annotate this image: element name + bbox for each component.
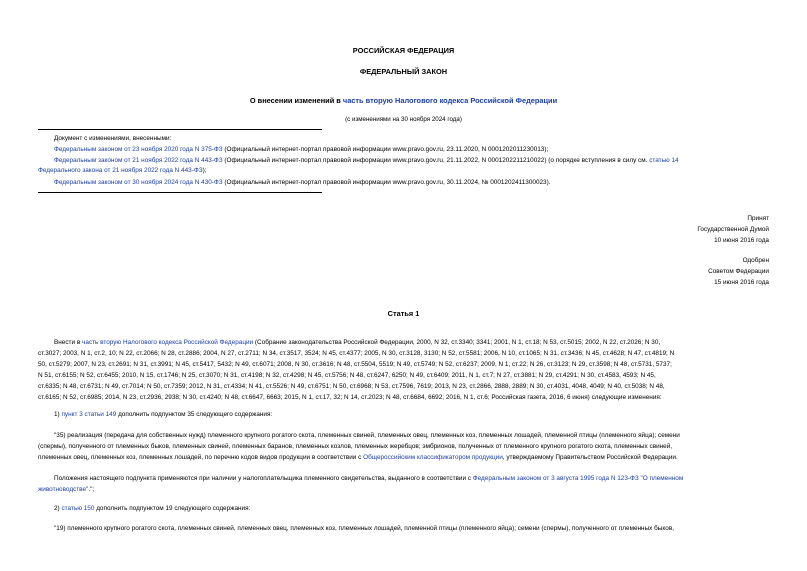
article-150-link[interactable]: статью 150	[61, 505, 95, 512]
para1-line3: 50, ст.5279; 2007, N 23, ст.2691; N 31, ст.3991; N 45, ст.5417, 5432; N 49, ст.6071; 2008, N 30, ст.3616; N 48, ст.5504, 5519; N 49, ст.5749; N 52, ст.6237; 2009, N 1, ст.22; N 26, ст.3123; N 29, ст.3598; N 48, ст.5731, 5737;	[38, 361, 672, 368]
change-law-link-1[interactable]: Федеральным законом от 23 ноября 2020 года N 375-ФЗ	[54, 146, 223, 153]
para3-line3-end: , утверждаемому Правительством Российской Федерации.	[502, 454, 678, 461]
article-heading: Статья 1	[387, 309, 420, 318]
para5	[54, 504, 250, 514]
para6-line1: "19) племенного крупного рогатого скота, племенных свиней, племенных овец, племенных коз, племенных лошадей, племенной птицы (племенного яйца); семени (спермы), полученного от племенных быков,	[54, 525, 674, 532]
change-text-2b: );	[202, 167, 207, 174]
para5-text: дополнить подпунктом 19 следующего содержания:	[94, 505, 251, 512]
para4-line2-end: .";	[88, 486, 95, 493]
law-title-prefix: О внесении изменений в	[249, 96, 343, 105]
change-text-1: (Официальный интернет-портал правовой информации www.pravo.gov.ru, 23.11.2020, N 0001202011230013);	[222, 146, 549, 153]
breeding-law-link[interactable]: Федеральным законом от 3 августа 1995 года N 123-ФЗ "О племенном	[472, 475, 684, 482]
para2-text: дополнить подпунктом 35 следующего содержания:	[116, 411, 273, 418]
para4-line1-start: Положения настоящего подпункта применяются при наличии у налогоплательщика племенного свидетельства, выданного в соответствии с	[54, 475, 473, 482]
para1-line1-rest: (Собрание законодательства Российской Федерации, 2000, N 32, ст.3340; 3341; 2001, N 1, ст.18; N 53, ст.5015; 2002, N 22, ст.2026; N 30,	[253, 339, 661, 346]
approved-label: Одобрен	[742, 257, 769, 264]
para1-line6: ст.6165; N 52, ст.6985; 2014, N 23, ст.2936, 2938; N 30, ст.4240; N 48, ст.6647, 6663; 2015, N 1, ст.17, 32; N 14, ст.2023; N 48, ст.6684, 6692; 2016, N 1, ст.6; Российская газета, 2016, 6 июня) следующие изменения:	[38, 394, 662, 401]
tax-code-link-2[interactable]: часть вторую Налогового кодекса Российской Федерации	[81, 339, 254, 346]
para5-num: 2)	[54, 505, 62, 512]
top-divider	[38, 129, 322, 130]
revision-note: (с изменениями на 30 ноября 2024 года)	[345, 116, 462, 123]
para3-line3	[38, 453, 678, 463]
para4-line1	[54, 474, 683, 484]
article-14-link[interactable]: статью 14	[649, 157, 679, 164]
change-text-2: (Официальный интернет-портал правовой информации www.pravo.gov.ru, 21.11.2022, N 0001202211210022) (о порядке вступления в силу см.	[222, 157, 650, 164]
change-item-2	[54, 156, 679, 166]
para1-line5: ст.6335; N 48, ст.6731; N 49, ст.7014; N 50, ст.7359; 2012, N 31, ст.4334; N 41, ст.5526; N 49, ст.6751; N 50, ст.6968; N 53, ст.7596, 7619; 2013, N 23, ст.2866, 2888, 2889; N 30, ст.4031, 4048, 4049; N 40, ст.5038; N 48,	[38, 383, 665, 390]
law-type-heading: ФЕДЕРАЛЬНЫЙ ЗАКОН	[359, 67, 448, 76]
approved-date: 15 июня 2016 года	[714, 279, 769, 286]
change-text-3: (Официальный интернет-портал правовой информации www.pravo.gov.ru, 30.11.2024, № 0001202411300023).	[222, 179, 551, 186]
change-item-2-cont	[38, 166, 206, 176]
para3-line1: "35) реализация (передача для собственных нужд) племенного крупного рогатого скота, племенных свиней, племенных овец, племенных коз, племенных лошадей, племенной птицы (племенного яйца); семени	[54, 432, 680, 439]
article-149-link[interactable]: пункт 3 статьи 149	[61, 411, 117, 418]
para3-line3-start: племенных овец, племенных коз, племенных лошадей, по перечню кодов видов продукции в соответствии с	[38, 454, 364, 461]
change-item-3	[54, 178, 551, 188]
para4-line2	[38, 485, 94, 495]
para2	[54, 410, 272, 420]
approved-by: Советом Федерации	[708, 268, 769, 275]
country-heading: РОССИЙСКАЯ ФЕДЕРАЦИЯ	[352, 46, 455, 55]
change-law-link-2b[interactable]: Федерального закона от 21 ноября 2022 года N 443-ФЗ	[38, 167, 203, 174]
para2-num: 1)	[54, 411, 62, 418]
para1-line1	[54, 338, 660, 348]
para1-start: Внести в	[54, 339, 82, 346]
para1-line4: N 51, ст.6155; N 52, ст.6455; 2010, N 15, ст.1746; N 25, ст.3070; N 31, ст.4198; N 32, ст.4298; N 45, ст.5756; N 48, ст.6247, 6250; N 49, ст.6409; 2011, N 1, ст.7; N 27, ст.3881; N 29, ст.4291; N 30, ст.4583, 4593; N 45,	[38, 372, 656, 379]
adopted-label: Принят	[747, 215, 769, 222]
adopted-by: Государственной Думой	[697, 226, 769, 233]
classifier-link[interactable]: Общероссийским классификатором продукции	[363, 454, 503, 461]
adopted-date: 10 июня 2016 года	[714, 237, 769, 244]
para1-line2: ст.3027; 2003, N 1, ст.2, 10; N 22, ст.2066; N 28, ст.2886; 2004, N 27, ст.2711; N 34, ст.3517, 3524; N 45, ст.4377; 2005, N 30, ст.3128, 3130; N 52, ст.5581; 2006, N 10, ст.1065; N 31, ст.3436; N 45, ст.4628; N 47, ст.4819; N	[38, 350, 675, 357]
change-law-link-2[interactable]: Федеральным законом от 21 ноября 2022 года N 443-ФЗ	[54, 157, 223, 164]
change-item-1	[54, 145, 548, 155]
tax-code-link[interactable]: часть вторую Налогового кодекса Российской Федерации	[342, 96, 558, 105]
breeding-law-link-cont[interactable]: животноводстве"	[38, 486, 89, 493]
bottom-divider	[38, 192, 322, 193]
law-title	[0, 96, 807, 106]
change-law-link-3[interactable]: Федеральным законом от 30 ноября 2024 года N 430-ФЗ	[54, 179, 223, 186]
para3-line2: (спермы), полученного от племенных быков, племенных свиней, племенных баранов, племенных козлов, племенных жеребцов; эмбрионов, полученных от племенного крупного рогатого скота, племенных свиней,	[38, 443, 673, 450]
changes-intro: Документ с изменениями, внесенными:	[54, 135, 172, 142]
